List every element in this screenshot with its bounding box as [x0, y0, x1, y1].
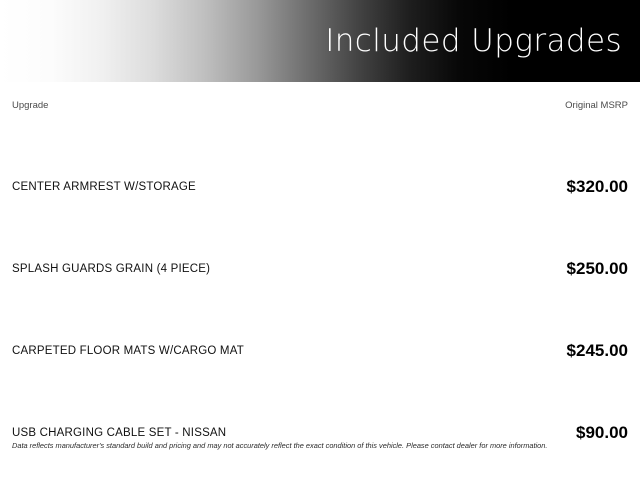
column-header-original-msrp: Original MSRP — [565, 100, 628, 111]
page-title: Included Upgrades — [325, 23, 622, 59]
upgrade-price: $320.00 — [566, 177, 628, 196]
table-row — [12, 363, 628, 445]
upgrade-name: CENTER ARMREST W/STORAGE — [12, 181, 196, 193]
upgrades-list — [12, 117, 628, 445]
upgrade-name: SPLASH GUARDS GRAIN (4 PIECE) — [12, 263, 211, 275]
column-header-upgrade: Upgrade — [12, 100, 49, 111]
upgrade-price: $250.00 — [566, 259, 628, 278]
upgrade-price: $90.00 — [576, 423, 628, 442]
table-row — [12, 117, 628, 199]
page-content — [0, 82, 640, 445]
upgrade-name: CARPETED FLOOR MATS W/CARGO MAT — [12, 345, 244, 357]
table-row — [12, 199, 628, 281]
upgrade-name: USB CHARGING CABLE SET - NISSAN — [12, 427, 227, 439]
upgrade-price: $245.00 — [566, 341, 628, 360]
disclaimer-text: Data reflects manufacturer's standard build and pricing and may not accurately reflect the exact condition of this vehicle. Please contact dealer for more information. — [12, 441, 548, 450]
table-row — [12, 281, 628, 363]
table-column-headers — [12, 82, 628, 111]
page-header-band — [0, 0, 640, 82]
